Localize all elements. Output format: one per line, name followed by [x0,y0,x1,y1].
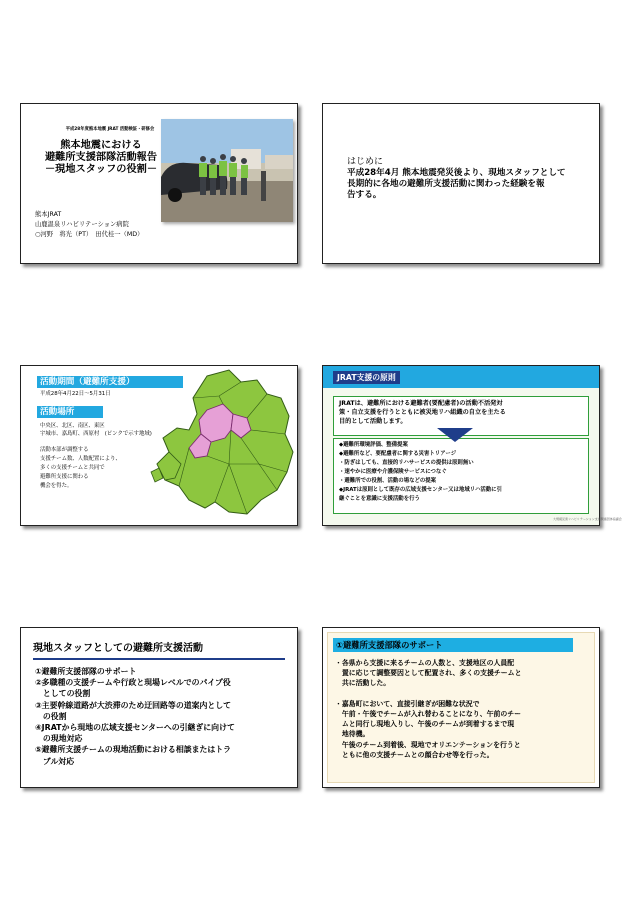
support-line: 地待機。 [335,730,370,739]
support-line: 午後のチーム到着後、現地でオリエンテーションを行うと [335,740,521,749]
support-line: ・各県から支援に来るチームの人数と、支援地区の人員配 [335,659,515,667]
place-band: 活動場所 [37,406,103,418]
slide-support-unit [322,627,600,788]
intro-body [347,168,587,201]
principle-items [333,438,589,514]
intro-line: 平成28年4月 熊本地震発災後より、現地スタッフとして [347,168,566,178]
principle-item: ・防ぎはしても、直接的リハサービスの提供は原則無い [339,460,474,466]
activity-item: ③主要幹線道路が大渋滞のため迂回路等の道案内として [35,700,232,710]
support-line: 共に活動した。 [335,679,391,688]
support-body [335,658,590,760]
hq-line: 機会を得た。 [40,483,73,489]
place-line: 中央区、北区、南区、東区 [40,423,105,429]
activity-item: ⑤避難所支援チームの現地活動における相談またはトラ [35,745,232,755]
support-heading: ①避難所支援部隊のサポート [333,638,573,652]
author-names: ○河野 将光（PT） 田代桂一（MD） [35,231,144,238]
activity-item: ②多職種の支援チームや行政と現場レベルでのパイプ役 [35,678,231,688]
principle-item: ◆避難所環境評価、整備提案 [339,442,408,448]
period-dates: 平成28年4月22日～5月31日 [40,391,111,397]
support-line: ともに他の支援チームとの顔合わせ等を行った。 [335,750,494,759]
place-line: 宇城市、嘉島町、西原村 (ピンクで示す地域) [40,431,152,437]
intro-line: 告する。 [347,190,382,200]
principle-item: ・速やかに医療や介護保険サービスにつなぐ [339,469,447,475]
title-line: 避難所支援部隊活動報告 [44,152,158,163]
kumamoto-map [149,368,297,518]
slide-jrat-principles [322,365,622,526]
title-line: －現地スタッフの役割－ [44,164,158,175]
support-line [335,689,590,699]
hq-line: 多くの支援チームと共同で [40,465,105,471]
slide-activity-period [20,365,298,526]
intro-line: 長期的に各地の避難所支援活動に関わった経験を報 [347,179,545,189]
principle-line: JRATは、避難所における避難者(要配慮者)の活動不活発対 [339,400,503,407]
support-line: 午前・午後でチームが入れ替わることになり、午前のチー [335,710,522,719]
team-photo [161,119,293,222]
principle-line: 目的として活動します。 [339,418,407,426]
principle-line: 策・自立支援を行うとともに被災地リハ組織の自立を主たる [339,409,506,417]
principles-title: JRAT支援の原則 [333,371,400,384]
down-arrow-icon [437,428,473,442]
presentation-title [31,140,171,176]
hq-line: 活動本部が調整する [40,447,89,453]
hq-line: 避難所支援に関わる [40,474,89,480]
slide-introduction [322,103,600,264]
title-line: 熊本地震における [60,140,142,151]
authors-block [35,210,143,240]
principle-item: ◆JRATは原則として既存の広域支援センター又は地域リハ活動に引 [339,487,502,493]
principle-item: ◆避難所など、要配慮者に関する災害トリアージ [339,451,457,457]
period-band: 活動期間（避難所支援） [37,376,183,388]
intro-heading: はじめに [347,157,384,167]
support-line: 置に応じて調整要因として配置され、多くの支援チームと [335,669,522,678]
footer-note: 大規模災害リハビリテーション支援関連団体協議会 [553,517,622,521]
activity-item: ④JRATから現地の広域支援センターへの引継ぎに向けて [35,723,235,733]
support-line: ムと同行し現地入りし、午後のチームが到着するまで現 [335,720,515,729]
activities-title: 現地スタッフとしての避難所支援活動 [33,642,285,660]
principle-item: 継ぐことを意識に支援活動を行う [339,496,420,502]
author-org: 熊本JRAT [35,211,62,218]
activity-item: の現地対応 [35,734,83,744]
conference-label: 平成28年度熊本地震 JRAT 活動検証・研修会 [65,127,155,132]
hq-line: 支援チーム数、人数配置により、 [40,456,121,462]
slide-title [20,103,298,264]
activity-item: ①避難所支援部隊のサポート [35,667,137,676]
principle-item: ・避難所での役割、活動の場などの提案 [339,478,437,484]
activity-item: の役割 [35,711,67,721]
activity-item: ブル対応 [35,756,75,766]
team-photo-illustration [161,119,293,222]
activity-item: としての役割 [35,689,91,699]
author-hospital: 山鹿温泉リハビリテーション病院 [35,221,129,228]
activities-list [35,666,290,767]
support-line: ・嘉島町において、直接引継ぎが困難な状況で [335,699,480,708]
slide-local-staff-activities [20,627,298,788]
